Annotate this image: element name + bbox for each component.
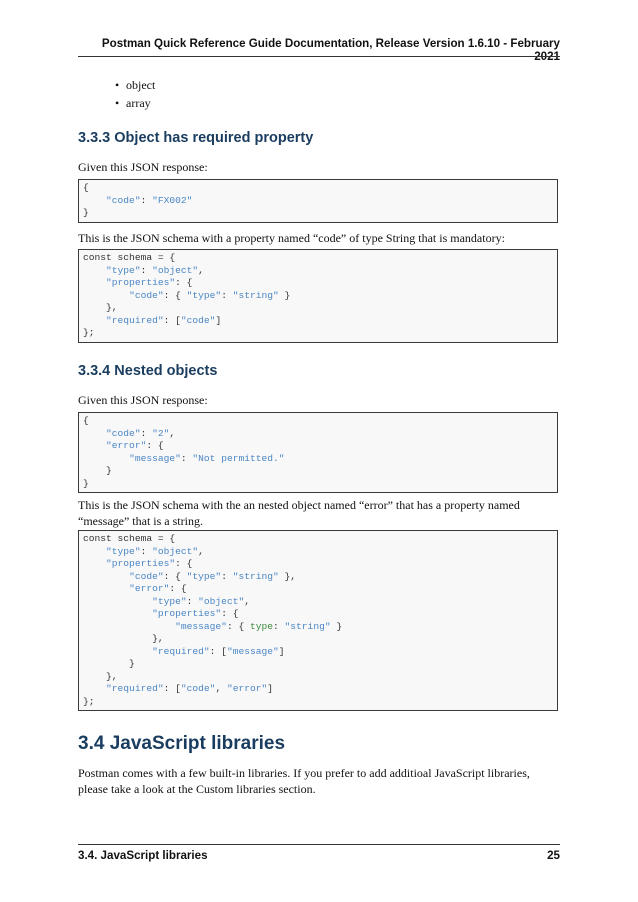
code-line: "code": { "type": "string" }: [129, 289, 291, 301]
paragraph-schema-intro: This is the JSON schema with a property named “code” of type String that is mandatory:: [78, 231, 505, 245]
code-line: "type": "object",: [106, 264, 204, 276]
code-line: {: [83, 415, 89, 426]
code-line: }: [83, 465, 112, 476]
code-block-json-schema: [78, 530, 558, 711]
code-block-json-response: [78, 412, 558, 493]
header-divider: [78, 56, 560, 57]
paragraph-json-response-intro: Given this JSON response:: [78, 393, 208, 407]
code-line: };: [83, 695, 95, 707]
section-heading-3-4: 3.4 JavaScript libraries: [78, 733, 286, 754]
paragraph-javascript-libraries: Postman comes with a few built-in libraries. If you prefer to add additioal JavaScript libraries, please take a look at the Custom libraries section.: [78, 766, 530, 796]
footer-section-title: 3.4. JavaScript libraries: [78, 849, 208, 862]
code-line: "required": ["code", "error"]: [106, 683, 274, 694]
running-header: Postman Quick Reference Guide Documentation, Release Version 1.6.10 - February 2021: [101, 37, 560, 63]
code-line: };: [83, 327, 95, 338]
code-line: "properties": {: [106, 277, 193, 288]
code-line: "message": { type: "string" }: [175, 620, 343, 632]
section-heading-3-3-3: 3.3.3 Object has required property: [78, 130, 314, 146]
code-line: "error": {: [129, 583, 187, 594]
code-line: },: [83, 633, 164, 644]
code-line: "required": ["message"]: [152, 645, 285, 657]
code-line: },: [83, 302, 118, 313]
list-item: • object: [115, 76, 155, 94]
bullet-list: [115, 76, 155, 112]
code-line: "message": "Not permitted.": [129, 452, 285, 464]
code-line: "properties": {: [152, 608, 239, 619]
code-line: "type": "object",: [152, 595, 250, 607]
code-line: "required": ["code"]: [106, 314, 222, 326]
code-line: "code": "2",: [106, 427, 176, 439]
code-line: "code": { "type": "string" },: [129, 570, 297, 582]
code-line: "type": "object",: [106, 545, 204, 557]
code-line: const schema = {: [83, 533, 176, 544]
paragraph-schema-intro: This is the JSON schema with the an nested object named “error” that has a property named “message” that is a string.: [78, 498, 520, 528]
list-item: • array: [115, 94, 155, 112]
paragraph-json-response-intro: Given this JSON response:: [78, 160, 208, 174]
code-block-json-schema: [78, 249, 558, 343]
section-heading-3-3-4: 3.3.4 Nested objects: [78, 363, 218, 379]
code-line: "code": "FX002": [106, 194, 193, 206]
code-line: }: [83, 658, 135, 669]
code-block-json-response: [78, 179, 558, 223]
page-number: 25: [547, 849, 560, 862]
code-line: }: [83, 477, 89, 489]
code-line: const schema = {: [83, 252, 176, 263]
code-line: {: [83, 182, 89, 193]
footer-divider: [78, 844, 560, 845]
code-line: "properties": {: [106, 558, 193, 569]
code-line: },: [83, 670, 118, 682]
code-line: }: [83, 207, 89, 218]
code-line: "error": {: [106, 440, 164, 451]
